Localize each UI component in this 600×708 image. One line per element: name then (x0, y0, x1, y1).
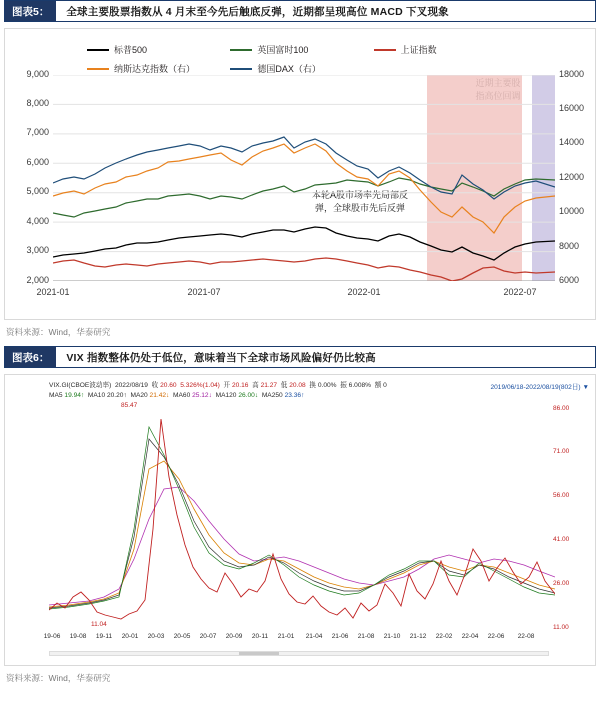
chart6-quote-header (49, 381, 387, 401)
chart5-ytick-right-6000: 6000 (559, 275, 580, 285)
chart6-xtick-21-08: 21-08 (357, 633, 375, 640)
chart6-volume-value: 0 (383, 382, 387, 389)
chart6-close-value: 20.60 (160, 382, 177, 389)
legend-swatch-dax (230, 68, 252, 70)
chart5-xtick-2021-07: 2021-07 (187, 287, 221, 297)
chart6-ma10-value: 20.20↑ (106, 392, 127, 400)
chart6-ytick-86: 86.00 (553, 405, 570, 412)
chart5-ytick-left-6000: 6,000 (26, 157, 49, 167)
chart6-instrument-name: VIX.GI(CBOE波动率) (49, 382, 112, 389)
chart6-xtick-21-12: 21-12 (409, 633, 427, 640)
chart6-line-ma10 (49, 439, 555, 608)
chart6-ytick-56: 56.00 (553, 492, 570, 499)
legend-label-dax: 德国DAX（右） (257, 64, 321, 74)
figure-5-block (0, 0, 600, 338)
figure-5-tag: 图表5： (5, 1, 56, 21)
chart6-range-selector[interactable] (490, 381, 589, 391)
chart5-annotation-rebound-line1: 本轮A股市场率先局部反 (311, 190, 408, 200)
legend-item-sse (374, 43, 517, 56)
chart6-ma120-label: MA120 (215, 392, 237, 400)
chart6-xtick-22-08: 22-08 (517, 633, 535, 640)
chart6-volume-label: 额 (374, 382, 382, 389)
chart5-ytick-left-2000: 2,000 (26, 275, 49, 285)
chart6-xtick-21-10: 21-10 (383, 633, 401, 640)
chart6-xtick-22-02: 22-02 (435, 633, 453, 640)
chart6-line-vix (49, 419, 555, 619)
chart5-shade-recent (532, 75, 555, 281)
chart6-turnover-value: 0.00% (317, 382, 337, 389)
chart6-quote-row2 (49, 391, 387, 401)
chart5-ytick-left-9000: 9,000 (26, 69, 49, 79)
chart-6-canvas (4, 374, 596, 666)
chart6-quote-row1 (49, 381, 387, 391)
chart6-xtick-20-03: 20-03 (147, 633, 165, 640)
chart5-ytick-left-4000: 4,000 (26, 216, 49, 226)
chart6-xtick-19-11: 19-11 (95, 633, 113, 640)
chart6-ma5-value: 19.94↑ (64, 392, 85, 400)
chart6-ma5-label: MA5 (49, 392, 63, 400)
chart6-xtick-20-07: 20-07 (199, 633, 217, 640)
chevron-down-icon[interactable]: ▼ (582, 384, 589, 391)
chart5-ytick-left-7000: 7,000 (26, 127, 49, 137)
chart6-low-value: 20.08 (289, 382, 306, 389)
figure-6-header (4, 346, 596, 368)
chart5-ytick-right-16000: 16000 (559, 103, 585, 113)
chart6-line-ma60 (49, 487, 555, 605)
chart6-ma60-value: 25.12↓ (192, 392, 212, 400)
chart-5-legend (87, 43, 517, 75)
figure-6-title: VIX 指数整体仍处于低位，意味着当下全球市场风险偏好仍比较高 (66, 351, 376, 364)
legend-item-dax (230, 62, 373, 75)
chart6-high-label: 高 (252, 382, 259, 389)
chart5-annotation-rebound-line2: 弹，全球股市先后反弹 (314, 203, 405, 214)
chart-5-plot-area (53, 75, 555, 281)
chart-6-svg (49, 409, 555, 631)
legend-swatch-sp500 (87, 49, 109, 51)
chart6-amplitude-label: 振 (340, 382, 347, 389)
legend-swatch-nasdaq (87, 68, 109, 70)
chart5-ytick-right-10000: 10000 (559, 206, 585, 216)
figure-6-tag: 图表6： (5, 347, 56, 367)
chart6-scrollbar-thumb[interactable] (239, 652, 279, 655)
chart6-range-text: 2019/06/18-2022/08/19(802日) (490, 384, 581, 391)
chart5-xtick-2022-01: 2022-01 (347, 287, 381, 297)
chart-6-plot-area (49, 409, 555, 631)
chart6-horizontal-scrollbar[interactable] (49, 651, 549, 656)
legend-label-sse: 上证指数 (400, 45, 437, 55)
chart6-ma10-label: MA10 (87, 392, 106, 400)
legend-swatch-ftse100 (230, 49, 252, 51)
chart6-xtick-20-05: 20-05 (173, 633, 191, 640)
chart6-xtick-22-04: 22-04 (461, 633, 479, 640)
figure-5-source: 资料来源：Wind，华泰研究 (6, 327, 111, 337)
chart6-quote-date: 2022/08/19 (114, 382, 148, 389)
chart5-ytick-left-8000: 8,000 (26, 98, 49, 108)
chart6-close-label: 收 (151, 382, 159, 389)
chart5-ytick-right-14000: 14000 (559, 137, 585, 147)
chart6-low-label: 11.04 (91, 621, 107, 628)
chart6-change-pct: 5.326%(1.04) (180, 382, 220, 389)
chart6-line-ma5 (49, 427, 555, 609)
chart6-turnover-label: 换 (309, 382, 316, 389)
chart6-xtick-19-08: 19-08 (69, 633, 87, 640)
chart6-ma20-label: MA20 (130, 392, 148, 400)
legend-swatch-sse (374, 49, 396, 51)
chart6-ma250-label: MA250 (261, 392, 283, 400)
chart6-xtick-21-06: 21-06 (331, 633, 349, 640)
legend-label-sp500: 标普500 (114, 45, 148, 55)
chart6-xtick-20-01: 20-01 (121, 633, 139, 640)
chart6-xtick-21-01: 21-01 (277, 633, 295, 640)
chart5-ytick-left-5000: 5,000 (26, 186, 49, 196)
chart6-xtick-20-09: 20-09 (225, 633, 243, 640)
legend-label-ftse100: 英国富时100 (257, 45, 309, 55)
chart6-ma60-label: MA60 (173, 392, 191, 400)
chart6-amplitude-value: 6.008% (348, 382, 372, 389)
chart6-ma120-value: 26.00↓ (238, 392, 259, 400)
figure-6-block (0, 346, 600, 684)
chart5-ytick-right-8000: 8000 (559, 241, 580, 251)
legend-item-nasdaq (87, 62, 230, 75)
figure-5-title: 全球主要股票指数从 4 月末至今先后触底反弹，近期都呈现高位 MACD 下叉现象 (66, 5, 449, 18)
chart6-peak-label: 85.47 (121, 402, 138, 409)
chart6-xtick-21-04: 21-04 (305, 633, 323, 640)
chart5-ytick-right-18000: 18000 (559, 69, 585, 79)
chart6-ytick-11: 11.00 (553, 624, 569, 631)
chart6-line-ma20 (49, 461, 555, 607)
chart6-open-value: 20.16 (231, 382, 249, 389)
chart6-ytick-71: 71.00 (553, 448, 570, 455)
chart5-xtick-2022-07: 2022-07 (503, 287, 537, 297)
chart6-high-value: 21.27 (260, 382, 278, 389)
chart5-ytick-right-12000: 12000 (559, 172, 585, 182)
legend-item-sp500 (87, 43, 230, 56)
chart6-low-label: 低 (280, 382, 288, 389)
chart5-ytick-left-3000: 3,000 (26, 245, 49, 255)
chart-5-svg (53, 75, 555, 281)
legend-item-ftse100 (230, 43, 373, 56)
chart6-xtick-19-06: 19-06 (43, 633, 61, 640)
chart6-ma20-value: 21.42↓ (149, 392, 170, 400)
chart6-ytick-26: 26.00 (553, 580, 570, 587)
chart6-open-label: 开 (223, 382, 231, 389)
figure-5-header (4, 0, 596, 22)
figure-6-source: 资料来源：Wind，华泰研究 (6, 673, 111, 683)
chart5-xtick-2021-01: 2021-01 (36, 287, 70, 297)
chart-5-canvas (4, 28, 596, 320)
chart6-xtick-22-06: 22-06 (487, 633, 505, 640)
chart6-ma250-value: 23.36↑ (284, 392, 305, 400)
chart6-xtick-20-11: 20-11 (251, 633, 269, 640)
legend-label-nasdaq: 纳斯达克指数（右） (114, 64, 196, 74)
chart6-ytick-41: 41.00 (553, 536, 570, 543)
